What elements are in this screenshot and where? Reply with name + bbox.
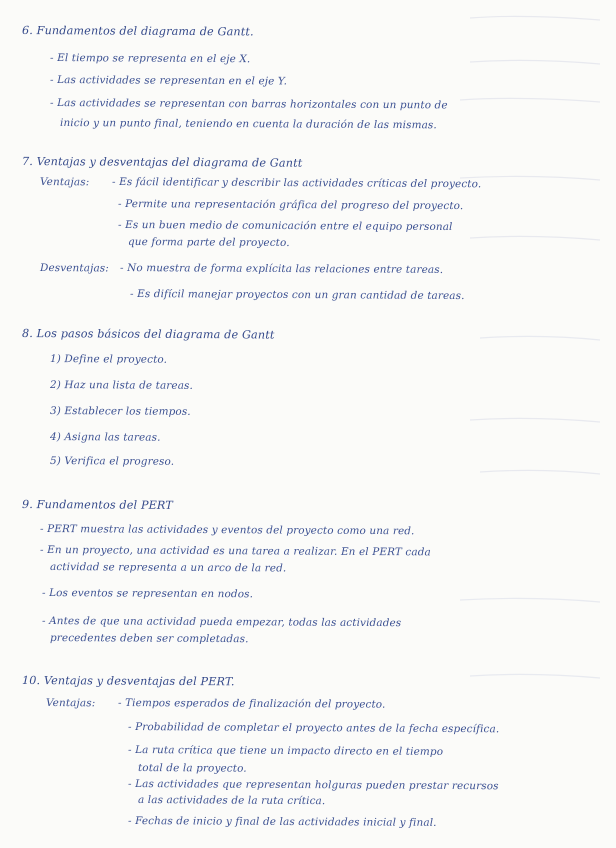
section-heading: 10. Ventajas y desventajas del PERT.	[21, 674, 235, 689]
section-heading: 9. Fundamentos del PERT	[21, 498, 173, 512]
list-item: - Es un buen medio de comunicación entre el equipo personal	[117, 219, 453, 234]
list-item: total de la proyecto.	[137, 762, 247, 775]
list-item: - Permite una representación gráfica del progreso del proyecto.	[117, 198, 464, 213]
list-item: - El tiempo se representa en el eje X.	[49, 52, 251, 66]
list-item: - Las actividades que representan holguras pueden prestar recursos	[127, 778, 499, 793]
list-item: actividad se representa a un arco de la red.	[49, 561, 287, 575]
list-item: - Antes de que una actividad pueda empezar, todas las actividades	[41, 615, 402, 630]
list-item: - Probabilidad de completar el proyecto antes de la fecha específica.	[127, 721, 500, 736]
list-item: a las actividades de la ruta crítica.	[137, 794, 326, 808]
list-item: que forma parte del proyecto.	[127, 236, 290, 249]
list-item: inicio y un punto final, teniendo en cuenta la duración de las mismas.	[59, 117, 437, 132]
list-item: - PERT muestra las actividades y eventos del proyecto como una red.	[39, 523, 415, 538]
list-item: 2) Haz una lista de tareas.	[49, 379, 194, 392]
desventajas-label: Desventajas:	[39, 262, 109, 275]
list-item: - En un proyecto, una actividad es una tarea a realizar. En el PERT cada	[39, 544, 431, 559]
list-item: 1) Define el proyecto.	[49, 353, 168, 366]
list-item: precedentes deben ser completadas.	[49, 632, 249, 646]
list-item: - Las actividades se representan en el eje Y.	[49, 74, 288, 88]
section-heading: 8. Los pasos básicos del diagrama de Gantt	[21, 327, 275, 342]
ventajas-label: Ventajas:	[45, 697, 96, 710]
list-item: - Las actividades se representan con barras horizontales con un punto de	[49, 97, 448, 112]
list-item: - Tiempos esperados de finalización del proyecto.	[117, 697, 386, 711]
list-item: - Es difícil manejar proyectos con un gran cantidad de tareas.	[129, 288, 465, 303]
ventajas-label: Ventajas:	[39, 176, 90, 189]
list-item: 5) Verifica el progreso.	[49, 455, 175, 468]
list-item: - Los eventos se representan en nodos.	[41, 587, 254, 601]
list-item: 4) Asigna las tareas.	[49, 431, 161, 444]
list-item: - Fechas de inicio y final de las actividades inicial y final.	[127, 815, 437, 829]
list-item: 3) Establecer los tiempos.	[49, 405, 191, 418]
list-item: - La ruta crítica que tiene un impacto directo en el tiempo	[127, 744, 444, 758]
section-heading: 6. Fundamentos del diagrama de Gantt.	[21, 24, 254, 39]
section-heading: 7. Ventajas y desventajas del diagrama de Gantt	[21, 155, 303, 170]
list-item: - Es fácil identificar y describir las actividades críticas del proyecto.	[111, 176, 482, 191]
list-item: - No muestra de forma explícita las relaciones entre tareas.	[119, 262, 444, 276]
